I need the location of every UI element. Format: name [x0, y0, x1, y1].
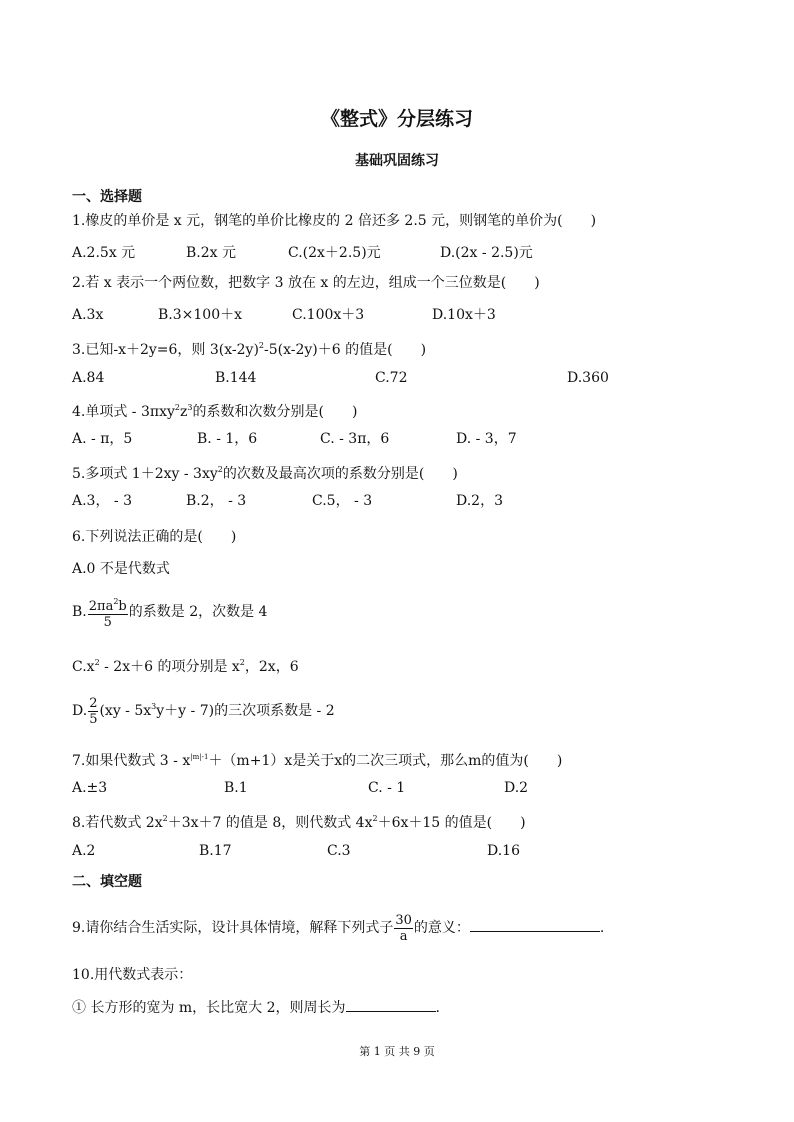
- question-1-option-d: D.(2x - 2.5)元: [440, 245, 533, 261]
- superscript: 2: [174, 403, 180, 412]
- option-text: ，2x，6: [244, 659, 299, 675]
- section-heading-choice: 一、选择题: [72, 189, 142, 205]
- question-6-stem: 6.下列说法正确的是( ): [72, 529, 237, 545]
- question-7-option-d: D.2: [504, 780, 529, 796]
- section-heading-fill: 二、填空题: [72, 874, 142, 890]
- superscript: 2: [162, 814, 168, 823]
- page-subtitle: 基础巩固练习: [355, 153, 439, 169]
- question-2-option-c: C.100x＋3: [292, 307, 365, 323]
- answer-blank[interactable]: [346, 997, 436, 1012]
- question-2-option-a: A.3x: [72, 307, 104, 323]
- fraction: [88, 696, 98, 727]
- question-4-option-d: D. - 3，7: [456, 431, 517, 447]
- question-8-stem-part: ＋3x＋7 的值是 8，则代数式 4x: [167, 815, 373, 831]
- question-8-option-d: D.16: [487, 843, 520, 859]
- question-2-option-d: D.10x＋3: [432, 307, 496, 323]
- punctuation: .: [435, 1000, 440, 1016]
- page-title: 《整式》分层练习: [320, 108, 473, 130]
- question-4-option-c: C. - 3π，6: [320, 431, 390, 447]
- question-8-option-b: B.17: [199, 843, 232, 859]
- answer-blank[interactable]: [470, 917, 600, 932]
- question-5-stem-part: 的次数及最高次项的系数分别是( ): [222, 466, 458, 482]
- option-text: - 2x＋6 的项分别是 x: [99, 659, 240, 675]
- question-6-option-b: [72, 594, 267, 630]
- option-label: D.: [72, 703, 88, 719]
- fraction: [394, 913, 413, 944]
- fraction-numerator: 2: [89, 695, 98, 711]
- fraction-denominator: 5: [103, 615, 112, 630]
- question-4-stem-part: 的系数和次数分别是( ): [192, 404, 358, 420]
- superscript: 2: [258, 341, 265, 350]
- superscript: |m|-1: [190, 753, 209, 761]
- question-4-stem-part: 4.单项式 - 3πxy: [72, 404, 175, 420]
- question-7-option-b: B.1: [224, 780, 248, 796]
- fraction: [88, 594, 128, 630]
- question-8-option-c: C.3: [327, 843, 351, 859]
- question-1-option-a: A.2.5x 元: [72, 245, 136, 261]
- question-9-stem: [72, 910, 604, 946]
- option-text: 的系数是 2，次数是 4: [128, 604, 268, 620]
- question-5-stem: [72, 460, 458, 484]
- question-4-option-a: A. - π，5: [72, 431, 133, 447]
- question-3-option-a: A.84: [72, 370, 105, 386]
- question-1-stem: 1.橡皮的单价是 x 元，钢笔的单价比橡皮的 2 倍还多 2.5 元，则钢笔的单价为( ): [72, 213, 597, 229]
- question-1-option-c: C.(2x＋2.5)元: [288, 245, 381, 261]
- question-7-stem: [72, 747, 562, 771]
- page-footer: 第 1 页 共 9 页: [359, 1045, 435, 1058]
- question-3-option-c: C.72: [375, 370, 408, 386]
- question-8-stem: [72, 809, 526, 833]
- question-9-stem-part: 9.请你结合生活实际，设计具体情境，解释下列式子: [72, 920, 394, 936]
- question-4-option-b: B. - 1，6: [197, 431, 258, 447]
- question-3-stem-part: 3.已知-x＋2y=6，则 3(x-2y): [72, 342, 259, 358]
- question-8-stem-part: ＋6x＋15 的值是( ): [377, 815, 526, 831]
- question-5-option-b: B.2， - 3: [186, 493, 247, 509]
- fraction-denominator: a: [399, 928, 408, 944]
- question-5-option-c: C.5， - 3: [312, 493, 373, 509]
- question-5-option-d: D.2，3: [456, 493, 503, 509]
- option-text: y＋y - 7)的三次项系数是 - 2: [156, 703, 335, 719]
- superscript: 2: [217, 465, 223, 474]
- numerator-part: 2πa: [88, 599, 114, 614]
- question-5-option-a: A.3， - 3: [72, 493, 133, 509]
- question-1-option-b: B.2x 元: [186, 245, 236, 261]
- superscript: 3: [151, 702, 157, 711]
- question-10-stem: 10.用代数式表示：: [72, 967, 193, 983]
- question-9-stem-part: 的意义：: [413, 920, 470, 936]
- question-4-stem: [72, 398, 357, 422]
- superscript: 2: [94, 658, 100, 667]
- fraction-denominator: 5: [89, 711, 98, 727]
- question-2-option-b: B.3×100＋x: [158, 307, 242, 323]
- question-7-stem-part: 7.如果代数式 3 - x: [72, 753, 191, 769]
- question-8-stem-part: 8.若代数式 2x: [72, 815, 163, 831]
- question-4-stem-part: z: [180, 404, 188, 420]
- question-6-option-c: [72, 653, 299, 677]
- question-7-option-c: C. - 1: [368, 780, 406, 796]
- question-3-option-b: B.144: [215, 370, 257, 386]
- superscript: 2: [113, 597, 119, 606]
- fraction-numerator: 30: [395, 912, 412, 928]
- superscript: 2: [372, 814, 378, 823]
- question-3-option-d: D.360: [567, 370, 609, 386]
- question-6-option-a: A.0 不是代数式: [72, 561, 170, 577]
- question-8-option-a: A.2: [72, 843, 96, 859]
- option-text: C.x: [72, 659, 95, 675]
- superscript: 2: [239, 658, 245, 667]
- question-7-option-a: A.±3: [72, 780, 108, 796]
- question-3-stem-part: -5(x-2y)＋6 的值是( ): [264, 342, 427, 358]
- question-2-stem: 2.若 x 表示一个两位数，把数字 3 放在 x 的左边，组成一个三位数是( ): [72, 275, 540, 291]
- question-3-stem: [72, 336, 426, 360]
- fraction-numerator: [88, 594, 128, 615]
- numerator-part: b: [118, 599, 127, 614]
- question-10-item-1: [72, 997, 440, 1018]
- option-text: (xy - 5x: [99, 703, 152, 719]
- question-10-item-text: ① 长方形的宽为 m，长比宽大 2，则周长为: [72, 1000, 346, 1016]
- question-7-stem-part: ＋（m+1）x是关于x的二次三项式，那么m的值为( ): [208, 753, 563, 769]
- question-6-option-d: [72, 689, 335, 729]
- punctuation: .: [599, 920, 605, 936]
- question-5-stem-part: 5.多项式 1＋2xy - 3xy: [72, 466, 218, 482]
- superscript: 3: [187, 403, 193, 412]
- option-label: B.: [72, 604, 87, 620]
